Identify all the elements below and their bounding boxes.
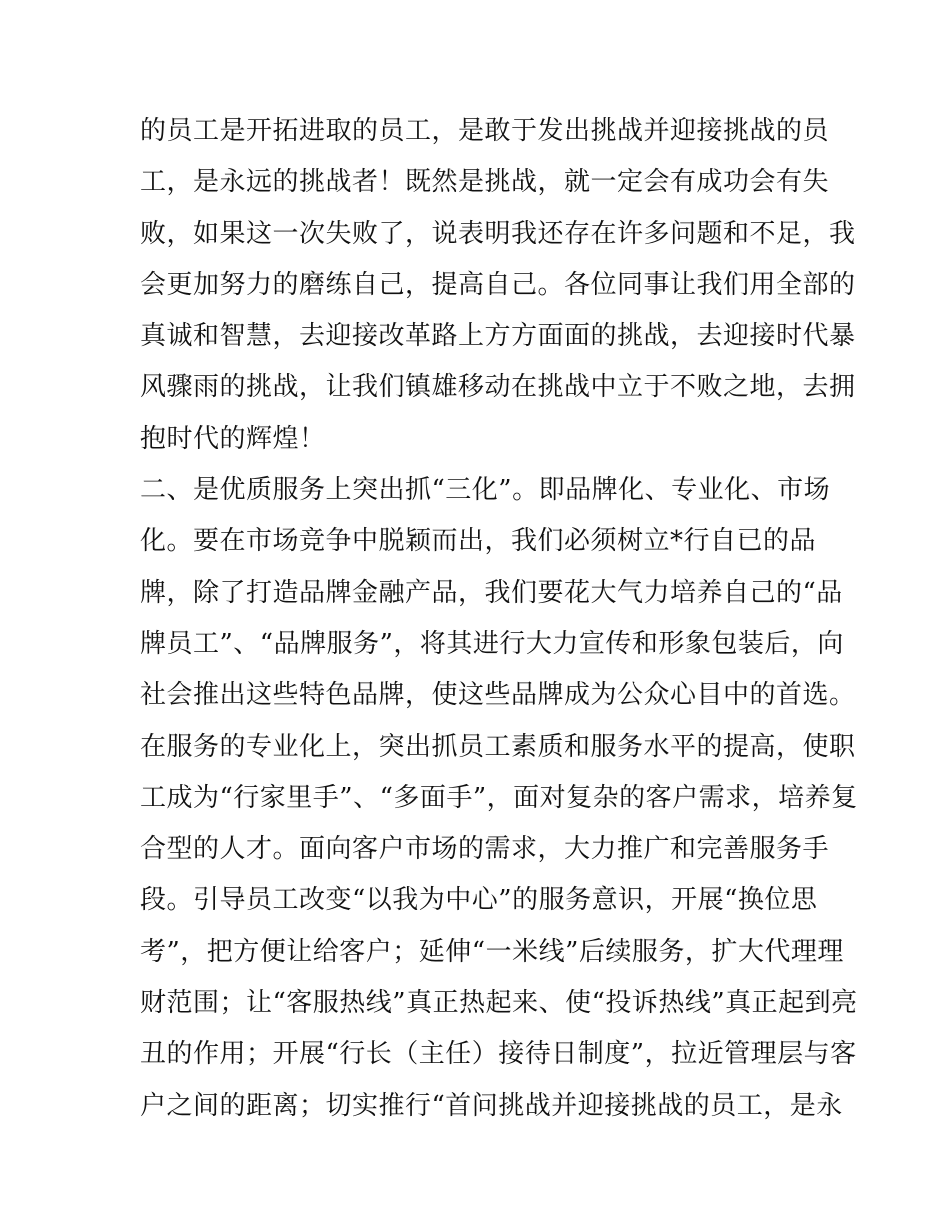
text-line: 的员工是开拓进取的员工，是敢于发出挑战并迎接挑战的员 [140, 116, 830, 146]
text-line: 抱时代的辉煌！ [140, 423, 326, 454]
text-line: 户之间的距离；切实推行“首问挑战并迎接挑战的员工，是永 [140, 1090, 843, 1121]
text-line: 败，如果这一次失败了，说表明我还存在许多问题和不足，我 [140, 218, 856, 249]
text-line: 财范围；让“客服热线”真正热起来、使“投诉热线”真正起到亮 [140, 988, 858, 1019]
body-text [140, 106, 858, 1132]
text-line: 会更加努力的磨练自己，提高自己。各位同事让我们用全部的 [140, 269, 856, 300]
section-heading-line: 二、是优质服务上突出抓“三化”。即品牌化、专业化、市场 [140, 475, 831, 506]
text-line: 风骤雨的挑战，让我们镇雄移动在挑战中立于不败之地，去拥 [140, 372, 856, 403]
text-line: 段。引导员工改变“以我为中心”的服务意识，开展“换位思 [140, 885, 818, 916]
text-line: 真诚和智慧，去迎接改革路上方方面面的挑战，去迎接时代暴 [140, 321, 856, 352]
text-line: 牌，除了打造品牌金融产品，我们要花大气力培养自己的“品 [140, 577, 843, 608]
text-line: 工，是永远的挑战者！既然是挑战，就一定会有成功会有失 [140, 167, 830, 198]
text-line: 合型的人才。面向客户市场的需求，大力推广和完善服务手 [140, 834, 830, 865]
text-line: 工成为“行家里手”、“多面手”，面对复杂的客户需求，培养复 [140, 782, 858, 813]
text-line: 牌员工”、“品牌服务”，将其进行大力宣传和形象包装后，向 [140, 628, 844, 659]
text-line: 化。要在市场竞争中脱颖而出，我们必须树立*行自已的品 [140, 526, 817, 557]
text-line: 丑的作用；开展“行长（主任）接待日制度”，拉近管理层与客 [140, 1039, 857, 1070]
text-line: 考”，把方便让给客户；延伸“一米线”后续服务，扩大代理理 [140, 936, 844, 967]
text-line: 在服务的专业化上，突出抓员工素质和服务水平的提高，使职 [140, 731, 856, 762]
text-line: 社会推出这些特色品牌，使这些品牌成为公众心目中的首选。 [140, 680, 856, 711]
